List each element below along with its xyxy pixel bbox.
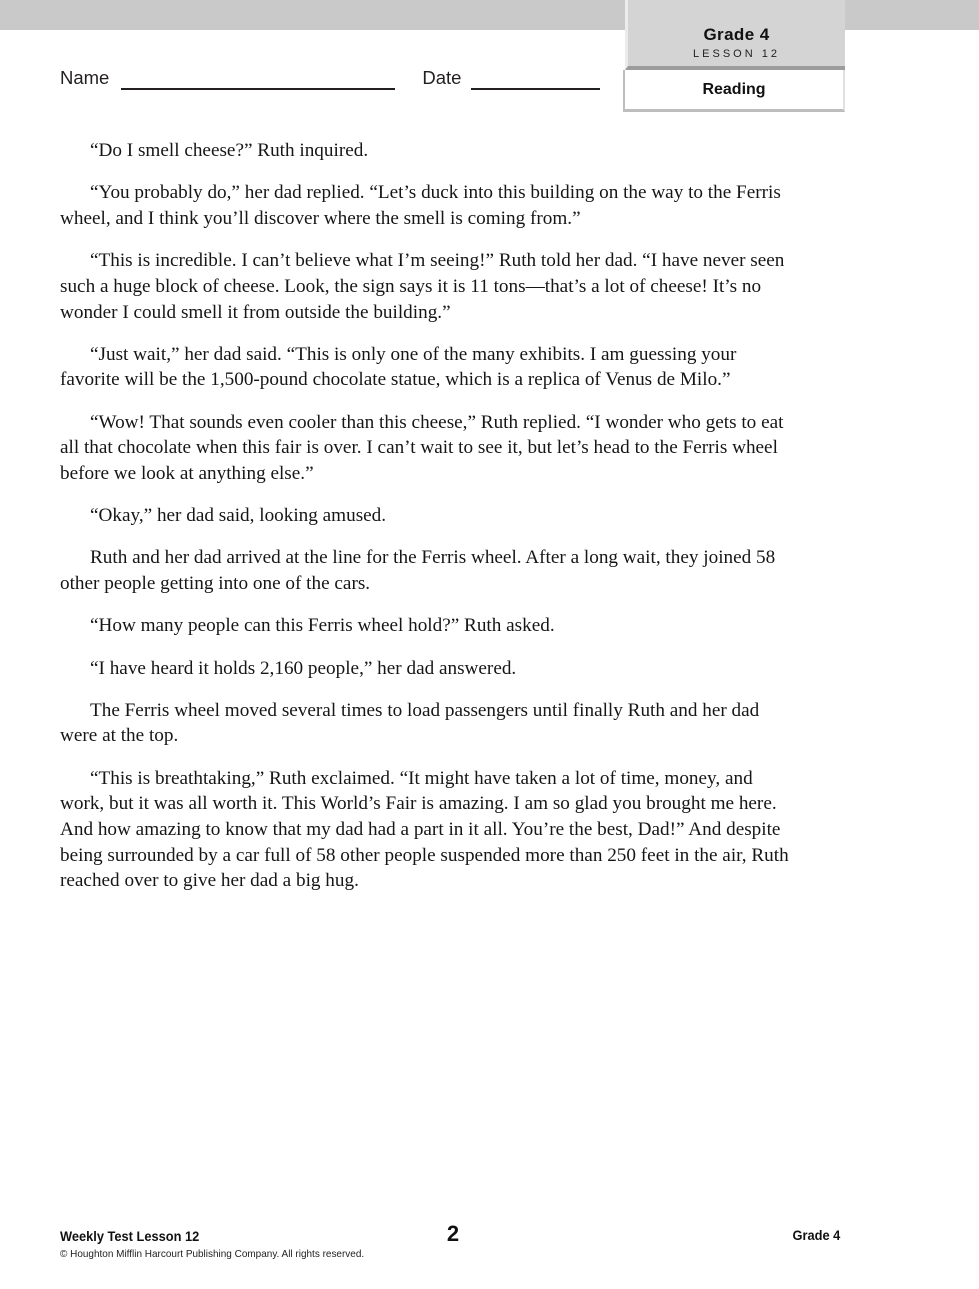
date-label: Date: [422, 67, 462, 88]
name-blank-line[interactable]: [121, 66, 395, 90]
passage-paragraph: “This is breathtaking,” Ruth exclaimed. “It might have taken a lot of time, money, and work, but it was all worth it. This World’s Fair is amazing. I am so glad you brought me here. And how amazing to know that my dad had a part in it all. You’re the best, Dad!” And despite being surrounded by a car full of 58 other people suspended more than 250 feet in the air, Ruth reached over to give her dad a big hug.: [60, 767, 789, 892]
passage-paragraph: “This is incredible. I can’t believe what I’m seeing!” Ruth told her dad. “I have never seen such a huge block of cheese. Look, the sign says it is 11 tons—that’s a lot of cheese! It’s no wonder I could smell it from outside the building.”: [60, 250, 785, 323]
footer-copyright: © Houghton Mifflin Harcourt Publishing Company. All rights reserved.: [60, 1248, 365, 1260]
reading-passage: [60, 138, 797, 911]
lesson-label: LESSON 12: [693, 48, 780, 60]
passage-paragraph: “I have heard it holds 2,160 people,” her dad answered.: [90, 657, 517, 679]
name-label: Name: [60, 67, 110, 88]
subject-tab: [623, 70, 845, 112]
passage-paragraph: Ruth and her dad arrived at the line for the Ferris wheel. After a long wait, they joined 58 other people getting into one of the cars.: [60, 547, 776, 595]
passage-paragraph: “You probably do,” her dad replied. “Let’s duck into this building on the way to the Ferris wheel, and I think you’ll discover where the smell is coming from.”: [60, 182, 781, 229]
footer-grade-label: Grade 4: [792, 1228, 840, 1243]
passage-paragraph: “Okay,” her dad said, looking amused.: [90, 505, 387, 527]
passage-paragraph: “Just wait,” her dad said. “This is only one of the many exhibits. I am guessing your favorite will be the 1,500-pound chocolate statue, which is a replica of Venus de Milo.”: [60, 343, 737, 391]
passage-paragraph: “Wow! That sounds even cooler than this cheese,” Ruth replied. “I wonder who gets to eat all that chocolate when this fair is over. I can’t wait to see it, but let’s head to the Ferris wheel before we look at anything else.”: [60, 411, 784, 485]
name-date-row: [60, 64, 600, 90]
grade-label: Grade 4: [703, 25, 770, 44]
footer-test-title: Weekly Test Lesson 12: [60, 1229, 200, 1244]
date-blank-line[interactable]: [471, 66, 600, 90]
passage-paragraph: “Do I smell cheese?” Ruth inquired.: [90, 140, 369, 161]
subject-label: Reading: [702, 80, 766, 98]
grade-lesson-tab: [625, 0, 845, 70]
footer-page-number: 2: [446, 1221, 460, 1246]
passage-paragraph: “How many people can this Ferris wheel hold?” Ruth asked.: [90, 615, 555, 637]
passage-paragraph: The Ferris wheel moved several times to load passengers until finally Ruth and her dad were at the top.: [60, 699, 760, 747]
